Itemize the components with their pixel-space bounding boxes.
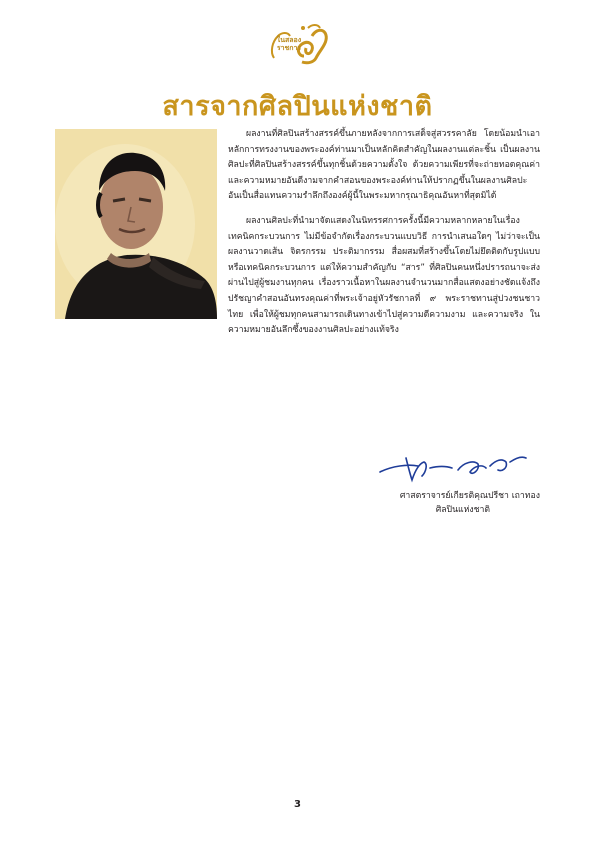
- message-paragraph: ผลงานที่ศิลปินสร้างสรรค์ขึ้นภายหลังจากการเสด็จสู่สวรรคาลัย โดยน้อมนำเอาหลักการทรงงานของพระองค์ท่านมาเป็นหลักคิดสำคัญในผลงานแต่ละชิ้น เป็นผลงานศิลปะที่ศิลปินสร้างสรรค์ขึ้นทุกชิ้นด้วยความตั้งใจ ด้วยความเพียรที่จะถ่ายทอดคุณค่าและความหมายอันดีงามจากคำสอนของพระองค์ท่านให้ปรากฏขึ้นในผลงานศิลปะ อันเป็นสื่อแทนความรำลึกถึงองค์ผู้นี้ในพระมหากรุณาธิคุณอันหาที่สุดมิได้: [228, 129, 540, 202]
- portrait-photo-icon: [55, 129, 217, 319]
- exhibition-logo: [268, 22, 332, 66]
- page-number: 3: [294, 799, 301, 810]
- message-body: [228, 127, 540, 348]
- handwritten-signature: [378, 452, 528, 484]
- artist-portrait: [55, 129, 217, 319]
- logo-text: ในสลองราชการ: [276, 36, 302, 52]
- signatory-title: ศิลปินแห่งชาติ: [435, 505, 490, 515]
- signature-icon: [378, 452, 528, 484]
- signatory-name: ศาสตราจารย์เกียรติคุณปรีชา เถาทอง: [399, 491, 540, 501]
- page-title: สารจากศิลปินแห่งชาติ: [162, 91, 433, 122]
- message-paragraph: ผลงานศิลปะที่นำมาจัดแสดงในนิทรรศการครั้งนี้มีความหลากหลายในเรื่องเทคนิคกระบวนการ ไม่มีข้อจำกัดเรื่องกระบวนแบบวิธี การนำเสนอใดๆ ไม่ว่าจะเป็นผลงานวาดเส้น จิตรกรรม ประติมากรรม สื่อผสมที่สร้างขึ้นโดยไม่ยึดติดกับรูปแบบหรือเทคนิคกระบวนการ แต่ให้ความสำคัญกับ “สาร” ที่ศิลปินคนหนึ่งปรารถนาจะส่งผ่านไปสู่ผู้ชมงานทุกคน เรื่องราวเนื้อหาในผลงานจำนวนมากสื่อแสดงอย่างชัดแจ้งถึงปรัชญาคำสอนอันทรงคุณค่าที่พระเจ้าอยู่หัวรัชกาลที่ ๙ พระราชทานสู่ปวงชนชาวไทย เพื่อให้ผู้ชมทุกคนสามารถเดินทางเข้าไปสู่ความดีความงาม และความจริง ในความหมายอันลึกซึ้งของงานศิลปะอย่างแท้จริง: [228, 215, 540, 336]
